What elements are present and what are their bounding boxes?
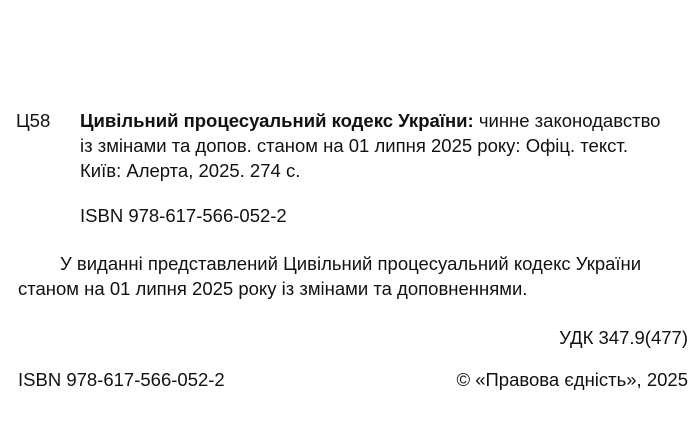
title-subtitle: чинне законодавство <box>478 110 661 131</box>
catalog-code: Ц58 <box>16 110 51 131</box>
bib-line-2: із змінами та допов. станом на 01 липня 2025 року: Офіц. текст. <box>80 135 628 156</box>
annotation-line-2: станом на 01 липня 2025 року із змінами та доповненнями. <box>18 278 528 299</box>
udk-code: УДК 347.9(477) <box>559 327 688 348</box>
publication-info: Київ: Алерта, 2025. 274 с. <box>80 160 301 181</box>
book-title: Цивільний процесуальний кодекс України: <box>80 110 474 131</box>
annotation-line-1: У виданні представлений Цивільний процесуальний кодекс України <box>60 253 642 274</box>
isbn-record: ISBN 978-617-566-052-2 <box>80 205 287 226</box>
bibliographic-record <box>80 108 688 183</box>
annotation <box>18 251 698 301</box>
copyright-notice: © «Правова єдність», 2025 <box>456 369 688 390</box>
bib-line-1 <box>80 108 688 133</box>
isbn-footer: ISBN 978-617-566-052-2 <box>18 369 225 390</box>
